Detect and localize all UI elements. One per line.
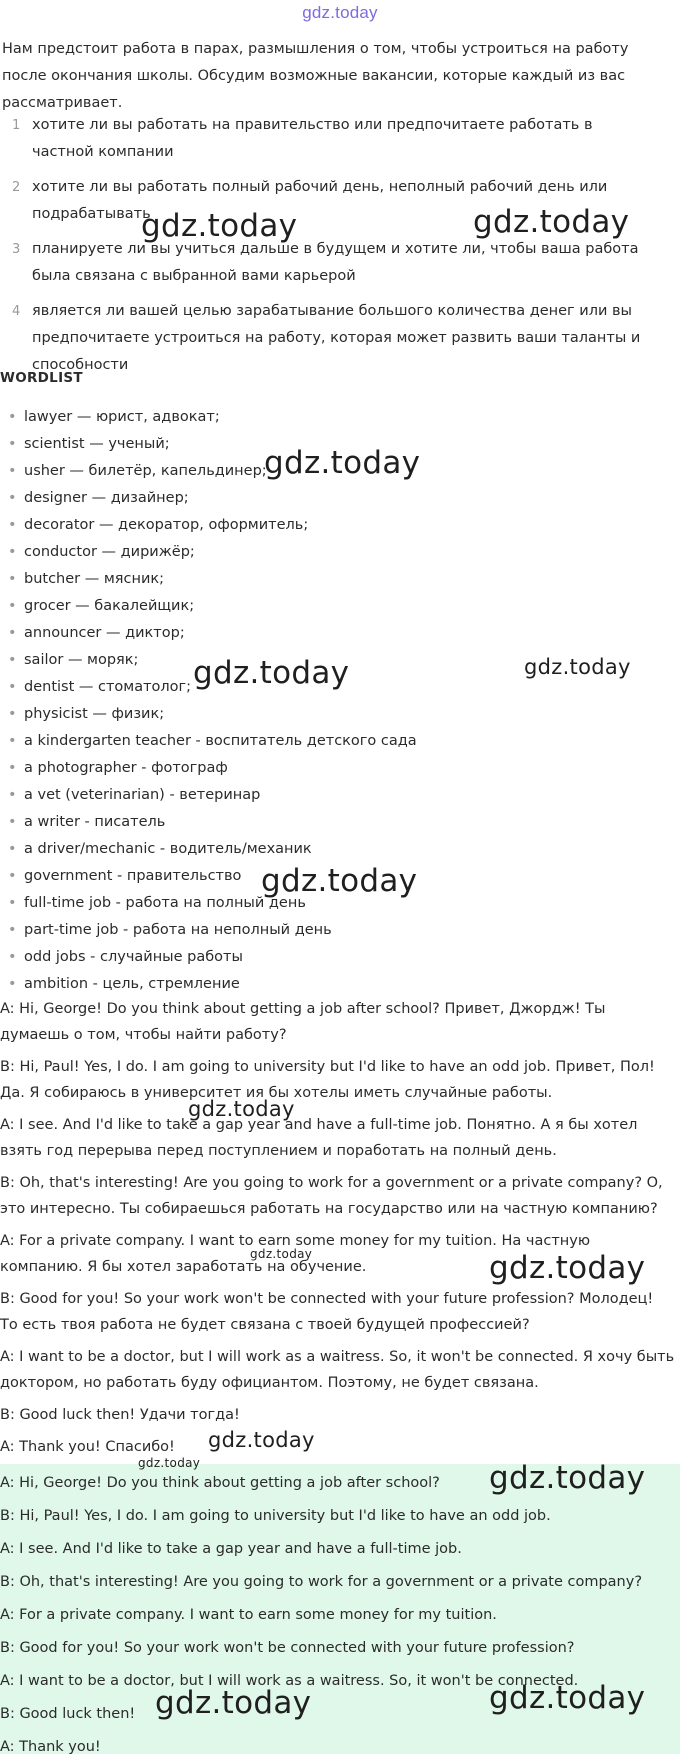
bullet-icon: •	[8, 841, 17, 857]
wordlist-entry: a vet (veterinarian) - ветеринар	[24, 787, 261, 803]
dialogue-line: B: Oh, that's interesting! Are you going to work for a government or a private company? О, это интересно. Ты собираешься работать на государство или на частную компанию?	[0, 1175, 663, 1217]
dialogue-line: A: Thank you! Спасибо!	[0, 1439, 175, 1455]
wordlist-entry: a driver/mechanic - водитель/механик	[24, 841, 312, 857]
dialogue-line: A: Hi, George! Do you think about getting a job after school? Привет, Джордж! Ты думаешь о том, чтобы найти работу?	[0, 1001, 606, 1043]
watermark: gdz.today	[473, 204, 630, 240]
dialogue-with-translation	[0, 996, 675, 1466]
dialogue-line: A: For a private company. I want to earn some money for my tuition.	[0, 1607, 497, 1623]
task-text: является ли вашей целью зарабатывание большого количества денег или вы предпочитаете устроиться на работу, которая может развить ваши таланты и способности	[32, 303, 641, 373]
wordlist-entry: designer — дизайнер;	[24, 490, 189, 506]
bullet-icon: •	[8, 706, 17, 722]
wordlist-item	[0, 836, 640, 863]
bullet-icon: •	[8, 895, 17, 911]
dialogue-line: A: For a private company. I want to earn some money for my tuition. На частную компанию. Я бы хотел заработать на обучение.	[0, 1233, 591, 1275]
wordlist-item	[0, 539, 640, 566]
wordlist-entry: butcher — мясник;	[24, 571, 165, 587]
watermark: gdz.today	[489, 1460, 646, 1496]
bullet-icon: •	[8, 517, 17, 533]
watermark: gdz.today	[250, 1247, 313, 1261]
watermark: gdz.today	[264, 445, 421, 481]
task-text: хотите ли вы работать полный рабочий день, неполный рабочий день или подрабатывать	[32, 179, 608, 222]
wordlist-item	[0, 701, 640, 728]
task-number: 2	[12, 180, 21, 195]
bullet-icon: •	[8, 436, 17, 452]
dialogue-line: A: Thank you!	[0, 1739, 101, 1755]
wordlist-item	[0, 566, 640, 593]
wordlist-item	[0, 728, 640, 755]
watermark: gdz.today	[155, 1685, 312, 1721]
bullet-icon: •	[8, 868, 17, 884]
task-number: 1	[12, 118, 21, 133]
dialogue-english	[0, 1467, 675, 1764]
watermark: gdz.today	[141, 208, 298, 244]
bullet-icon: •	[8, 976, 17, 992]
site-mark-top: gdz.today	[302, 3, 378, 22]
bullet-icon: •	[8, 814, 17, 830]
dialogue-line: B: Oh, that's interesting! Are you going to work for a government or a private company?	[0, 1574, 643, 1590]
wordlist-item	[0, 620, 640, 647]
bullet-icon: •	[8, 949, 17, 965]
watermark: gdz.today	[208, 1428, 315, 1452]
bullet-icon: •	[8, 733, 17, 749]
bullet-icon: •	[8, 598, 17, 614]
bullet-icon: •	[8, 787, 17, 803]
wordlist-entry: announcer — диктор;	[24, 625, 185, 641]
wordlist-entry: odd jobs - случайные работы	[24, 949, 243, 965]
wordlist-item	[0, 944, 640, 971]
bullet-icon: •	[8, 490, 17, 506]
wordlist-item	[0, 593, 640, 620]
task-item	[0, 298, 642, 373]
wordlist-item	[0, 917, 640, 944]
wordlist-item	[0, 782, 640, 809]
bullet-icon: •	[8, 652, 17, 668]
dialogue-line: B: Hi, Paul! Yes, I do. I am going to university but I'd like to have an odd job.	[0, 1508, 551, 1524]
bullet-icon: •	[8, 409, 17, 425]
task-item	[0, 112, 642, 166]
wordlist-entry: physicist — физик;	[24, 706, 165, 722]
bullet-icon: •	[8, 922, 17, 938]
wordlist-entry: full-time job - работа на полный день	[24, 895, 306, 911]
wordlist-entry: sailor — моряк;	[24, 652, 139, 668]
wordlist-item	[0, 971, 640, 998]
task-text: планируете ли вы учиться дальше в будущем и хотите ли, чтобы ваша работа была связана с выбранной вами карьерой	[32, 241, 639, 284]
wordlist-entry: lawyer — юрист, адвокат;	[24, 409, 220, 425]
bullet-icon: •	[8, 679, 17, 695]
wordlist-item	[0, 485, 640, 512]
wordlist	[0, 404, 640, 998]
bullet-icon: •	[8, 571, 17, 587]
intro-text: Нам предстоит работа в парах, размышления о том, чтобы устроиться на работу после окончания школы. Обсудим возможные вакансии, которые каждый из вас рассматривает.	[2, 41, 629, 111]
wordlist-entry: part-time job - работа на неполный день	[24, 922, 332, 938]
bullet-icon: •	[8, 625, 17, 641]
watermark: gdz.today	[188, 1097, 295, 1121]
dialogue-line: B: Hi, Paul! Yes, I do. I am going to university but I'd like to have an odd job. Привет, Пол! Да. Я собираюсь в университет ия бы хотелы иметь случайные работы.	[0, 1059, 655, 1101]
wordlist-item	[0, 809, 640, 836]
task-item	[0, 236, 642, 290]
task-number: 3	[12, 242, 21, 257]
task-text: хотите ли вы работать на правительство или предпочитаете работать в частной компании	[32, 117, 593, 160]
wordlist-entry: a photographer - фотограф	[24, 760, 228, 776]
wordlist-heading: WORDLIST	[0, 370, 83, 386]
dialogue-line: A: Hi, George! Do you think about getting a job after school?	[0, 1475, 440, 1491]
watermark: gdz.today	[524, 655, 631, 679]
dialogue-line: A: I see. And I'd like to take a gap year and have a full-time job.	[0, 1541, 462, 1557]
wordlist-item	[0, 755, 640, 782]
wordlist-entry: grocer — бакалейщик;	[24, 598, 195, 614]
watermark: gdz.today	[489, 1250, 646, 1286]
wordlist-item	[0, 404, 640, 431]
watermark: gdz.today	[489, 1680, 646, 1716]
wordlist-entry: government - правительство	[24, 868, 242, 884]
wordlist-entry: ambition - цель, стремление	[24, 976, 240, 992]
wordlist-entry: decorator — декоратор, оформитель;	[24, 517, 309, 533]
wordlist-entry: dentist — стоматолог;	[24, 679, 192, 695]
watermark: gdz.today	[193, 655, 350, 691]
task-number: 4	[12, 304, 21, 319]
wordlist-entry: scientist — ученый;	[24, 436, 170, 452]
dialogue-line: B: Good for you! So your work won't be connected with your future profession? Молодец! То есть твоя работа не будет связана с твоей будущей профессией?	[0, 1291, 654, 1333]
watermark: gdz.today	[138, 1456, 201, 1470]
dialogue-line: A: I want to be a doctor, but I will work as a waitress. So, it won't be connected. Я хочу быть доктором, но работать буду официантом. Поэтому, не будет связана.	[0, 1349, 675, 1391]
dialogue-line: A: I see. And I'd like to take a gap year and have a full-time job. Понятно. А я бы хотел взять год перерыва перед поступлением и поработать на полный день.	[0, 1117, 638, 1159]
wordlist-entry: a writer - писатель	[24, 814, 166, 830]
dialogue-line: B: Good for you! So your work won't be connected with your future profession?	[0, 1640, 575, 1656]
wordlist-item	[0, 512, 640, 539]
bullet-icon: •	[8, 463, 17, 479]
wordlist-entry: a kindergarten teacher - воспитатель детского сада	[24, 733, 417, 749]
wordlist-entry: usher — билетёр, капельдинер;	[24, 463, 267, 479]
bullet-icon: •	[8, 544, 17, 560]
dialogue-line: B: Good luck then! Удачи тогда!	[0, 1407, 240, 1423]
wordlist-entry: conductor — дирижёр;	[24, 544, 195, 560]
dialogue-line: A: I want to be a doctor, but I will work as a waitress. So, it won't be connected.	[0, 1673, 579, 1689]
watermark: gdz.today	[261, 863, 418, 899]
bullet-icon: •	[8, 760, 17, 776]
dialogue-line: B: Good luck then!	[0, 1706, 136, 1722]
